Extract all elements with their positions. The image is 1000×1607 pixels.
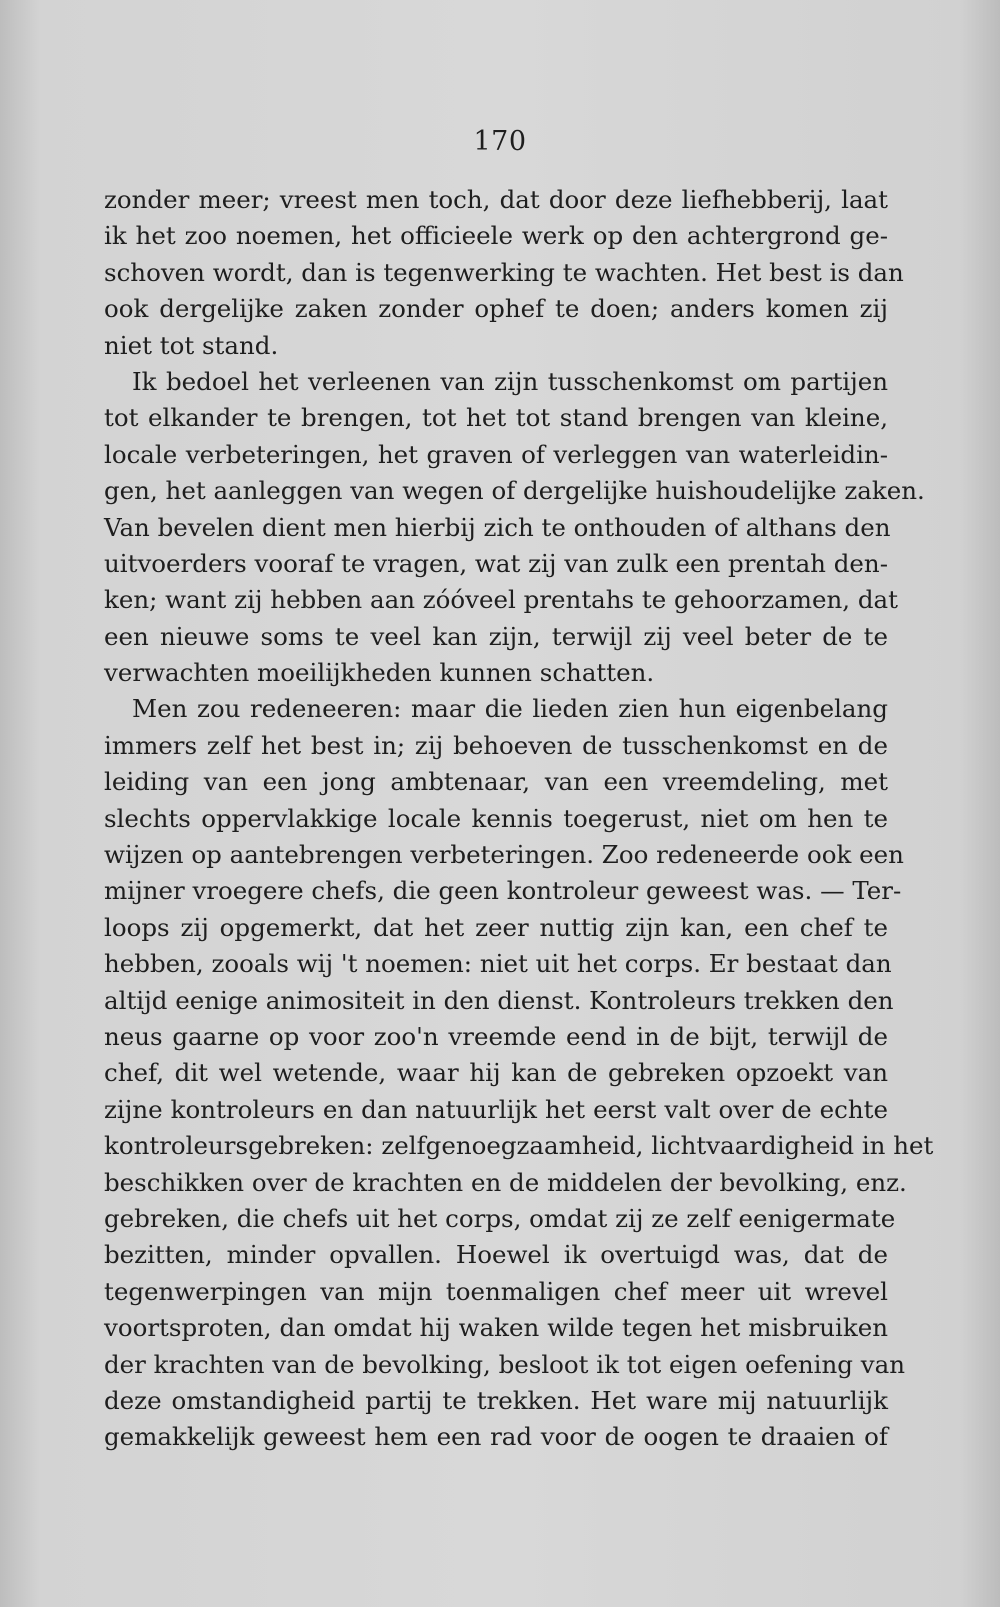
text-line: loops zij opgemerkt, dat het zeer nuttig zijn kan, een chef te	[104, 912, 888, 942]
text-line: ook dergelijke zaken zonder ophef te doen; anders komen zij	[104, 294, 888, 324]
text-line: beschikken over de krachten en de middelen der bevolking, enz.	[104, 1167, 907, 1197]
page-number: 170	[473, 126, 527, 157]
text-line: uitvoerders vooraf te vragen, wat zij van zulk een prentah den-	[104, 548, 888, 578]
body-text	[104, 182, 934, 1456]
text-line: deze omstandigheid partij te trekken. Het ware mij natuurlijk	[104, 1385, 888, 1415]
text-line: zijne kontroleurs en dan natuurlijk het eerst valt over de echte	[104, 1094, 888, 1124]
text-line: ik het zoo noemen, het officieele werk op den achtergrond ge-	[104, 221, 888, 251]
text-line: tot elkander te brengen, tot het tot stand brengen van kleine,	[104, 403, 888, 433]
text-line: wijzen op aantebrengen verbeteringen. Zoo redeneerde ook een	[104, 840, 904, 870]
text-line: mijner vroegere chefs, die geen kontroleur geweest was. — Ter-	[104, 876, 902, 906]
text-line: neus gaarne op voor zoo'n vreemde eend in de bijt, terwijl de	[104, 1021, 888, 1051]
text-line: zonder meer; vreest men toch, dat door deze liefhebberij, laat	[104, 185, 888, 214]
text-line: voortsproten, dan omdat hij waken wilde tegen het misbruiken	[104, 1313, 888, 1343]
text-line: gen, het aanleggen van wegen of dergelijke huishoudelijke zaken.	[104, 476, 925, 506]
text-line: Van bevelen dient men hierbij zich te onthouden of althans den	[104, 512, 891, 542]
text-line: Ik bedoel het verleenen van zijn tusschenkomst om partijen	[132, 366, 888, 396]
text-line: Men zou redeneeren: maar die lieden zien hun eigenbelang	[132, 694, 888, 724]
text-line: bezitten, minder opvallen. Hoewel ik overtuigd was, dat de	[104, 1240, 888, 1270]
text-line: altijd eenige animositeit in den dienst. Kontroleurs trekken den	[104, 985, 894, 1015]
text-line: hebben, zooals wij 't noemen: niet uit het corps. Er bestaat dan	[104, 949, 892, 979]
text-line: ken; want zij hebben aan zóóveel prentahs te gehoorzamen, dat	[104, 585, 898, 615]
text-line: der krachten van de bevolking, besloot ik tot eigen oefening van	[104, 1349, 905, 1379]
text-line: chef, dit wel wetende, waar hij kan de gebreken opzoekt van	[104, 1058, 888, 1088]
text-line: schoven wordt, dan is tegenwerking te wachten. Het best is dan	[104, 257, 904, 287]
text-line: verwachten moeilijkheden kunnen schatten.	[104, 658, 655, 688]
text-line: gebreken, die chefs uit het corps, omdat zij ze zelf eenigermate	[104, 1203, 896, 1233]
text-line: leiding van een jong ambtenaar, van een vreemdeling, met	[104, 767, 888, 797]
text-line: tegenwerpingen van mijn toenmaligen chef meer uit wrevel	[104, 1276, 888, 1306]
text-line: niet tot stand.	[104, 330, 279, 360]
text-line: immers zelf het best in; zij behoeven de tusschenkomst en de	[104, 730, 888, 760]
text-line: een nieuwe soms te veel kan zijn, terwijl zij veel beter de te	[104, 621, 888, 651]
text-line: locale verbeteringen, het graven of verleggen van waterleidin-	[104, 439, 888, 469]
text-line: kontroleursgebreken: zelfgenoegzaamheid, lichtvaardigheid in het	[104, 1131, 934, 1161]
text-line: slechts oppervlakkige locale kennis toegerust, niet om hen te	[104, 803, 888, 833]
text-line: gemakkelijk geweest hem een rad voor de oogen te draaien of	[104, 1422, 888, 1452]
